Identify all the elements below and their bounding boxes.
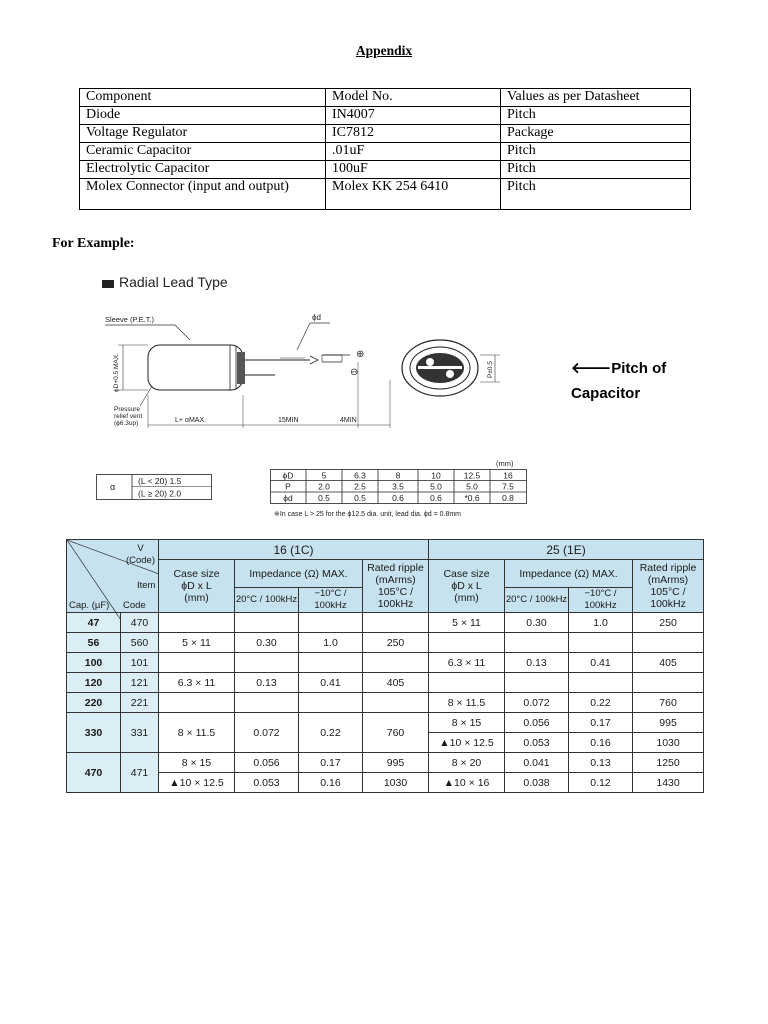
table-cell [363,653,429,673]
dim-cell: P [285,481,291,492]
dim-cell: *0.6 [464,493,480,503]
table-cell: 0.053 [235,773,299,793]
cap-cell: 220 [67,693,121,713]
header-impedance: Impedance (Ω) MAX. [505,560,633,588]
code-cell: 470 [121,613,159,633]
table-cell: 0.056 [235,753,299,773]
table-cell: 8 × 11.5 [429,693,505,713]
dim-cell: ϕd [283,493,293,503]
table-row [67,713,704,733]
pressure-label: Pressure [114,406,141,413]
plus-mark: ⊕ [356,349,365,360]
table-cell: 760 [363,713,429,753]
table-cell: 995 [633,713,704,733]
cap-cell: 470 [67,753,121,793]
table-cell [159,693,235,713]
table-cell [159,653,235,673]
pitch-note [571,356,666,406]
table-cell: Electrolytic Capacitor [80,161,326,179]
dim-cell: 12.5 [463,470,481,481]
table-cell: Pitch [501,179,691,210]
table-cell: 0.16 [299,773,363,793]
table-cell [633,673,704,693]
table-cell: 8 × 20 [429,753,505,773]
table-cell [505,633,569,653]
phi-d-label: ϕd [312,313,321,322]
table-cell [505,673,569,693]
alpha-table [96,474,212,500]
capacitor-seal [237,352,245,384]
dim-cell: 5.0 [430,481,442,492]
header-case-size: Case size ϕD x L (mm) [159,560,235,613]
table-row [80,107,691,125]
dim-footnote: ※In case L > 25 for the ϕ12.5 dia. unit, lead dia. ϕd = 0.8mm [274,511,462,518]
table-cell [363,613,429,633]
table-cell [363,693,429,713]
table-cell: 0.13 [235,673,299,693]
table-cell: ▲10 × 12.5 [429,733,505,753]
dim-cell: 7.5 [502,481,514,492]
spec-table [66,539,704,793]
table-cell: 250 [363,633,429,653]
table-cell: 1030 [363,773,429,793]
pitch-note-line1: 🡐Pitch of [571,360,667,377]
table-cell [569,673,633,693]
table-cell: 0.17 [299,753,363,773]
table-cell: 5 × 11 [429,613,505,633]
table-cell [159,613,235,633]
table-row [80,143,691,161]
radial-lead-drawing [90,300,530,430]
alpha-row: (L < 20) 1.5 [138,476,182,486]
dim-cell: 0.6 [392,493,404,503]
minus-mark: ⊖ [350,367,359,378]
dim-cell: 3.5 [392,481,404,492]
sub-20c: 20°C / 100kHz [505,588,569,613]
table-cell: 6.3 × 11 [429,653,505,673]
dim-cell: 5 [321,470,327,481]
table-cell: 8 × 15 [159,753,235,773]
table-cell: 405 [363,673,429,693]
sub-m10c: −10°C / 100kHz [299,588,363,613]
code-cell: 471 [121,753,159,793]
table-row [67,653,704,673]
table-cell [569,633,633,653]
table-cell: Pitch [501,143,691,161]
sub-20c: 20°C / 100kHz [235,588,299,613]
table-cell: Diode [80,107,326,125]
left-arrow-icon: 🡐 [571,360,612,377]
table-cell: Package [501,125,691,143]
sub-m10c: −10°C / 100kHz [569,588,633,613]
relief-vent-label: relief vent [114,413,143,420]
dim-cell: ϕD [282,470,294,481]
header-ripple: Rated ripple (mArms) 105°C / 100kHz [633,560,704,613]
corner-cell [67,540,159,613]
table-cell: 0.41 [569,653,633,673]
header-ripple: Rated ripple (mArms) 105°C / 100kHz [363,560,429,613]
header-cell: Values as per Datasheet [501,89,691,107]
table-cell: 0.12 [569,773,633,793]
pitch-note-line2: Capacitor [571,385,641,402]
table-cell: 1030 [633,733,704,753]
dim-cell: 5.0 [466,481,478,492]
table-cell: ▲10 × 12.5 [159,773,235,793]
dim-cell: 8 [395,470,401,481]
table-cell: Pitch [501,107,691,125]
table-cell: 995 [363,753,429,773]
example-label: For Example: [52,236,135,251]
table-cell: 1430 [633,773,704,793]
corner-code: Code [123,600,146,611]
sleeve-label: Sleeve (P.E.T.) [105,315,155,324]
table-cell: Voltage Regulator [80,125,326,143]
table-cell: 0.041 [505,753,569,773]
table-cell [429,673,505,693]
cap-cell: 100 [67,653,121,673]
code-cell: 331 [121,713,159,753]
table-cell: 250 [633,613,704,633]
table-cell: Molex Connector (input and output) [80,179,326,210]
unit-label: (mm) [496,459,514,468]
table-cell: IC7812 [326,125,501,143]
l-alpha-label: L+ αMAX. [175,417,207,424]
table-cell: 0.30 [235,633,299,653]
table-cell: 0.22 [569,693,633,713]
table-cell: Ceramic Capacitor [80,143,326,161]
table-cell: 6.3 × 11 [159,673,235,693]
table-cell: 405 [633,653,704,673]
phi-D-max-label: ϕD+0.5 MAX. [113,353,120,392]
table-cell: Molex KK 254 6410 [326,179,501,210]
components-table [79,88,691,210]
dim-cell: 0.8 [502,493,514,503]
corner-item: Item [137,580,156,591]
capacitor-body [148,345,243,390]
dim-cell: 6.3 [354,470,366,481]
page-heading: Appendix [355,43,413,58]
table-cell: IN4007 [326,107,501,125]
table-cell: 0.16 [569,733,633,753]
table-cell: 1250 [633,753,704,773]
table-cell: 760 [633,693,704,713]
table-cell: 0.13 [569,753,633,773]
cap-cell: 47 [67,613,121,633]
table-row [67,673,704,693]
dim-cell: 10 [431,470,441,481]
dim-cell: 2.0 [318,481,330,492]
corner-cap: Cap. (µF) [69,600,110,611]
table-cell [633,633,704,653]
table-row [80,179,691,210]
table-cell [235,693,299,713]
alpha-row: (L ≥ 20) 2.0 [138,488,182,499]
table-cell: 0.30 [505,613,569,633]
table-cell [299,613,363,633]
table-header-row [80,89,691,107]
table-cell [299,653,363,673]
table-cell [235,613,299,633]
table-cell [235,653,299,673]
code-cell: 560 [121,633,159,653]
table-cell: 0.17 [569,713,633,733]
table-cell: 100uF [326,161,501,179]
table-cell: Pitch [501,161,691,179]
table-row [80,161,691,179]
dim-cell: 2.5 [354,481,366,492]
dim-cell: 16 [503,470,513,481]
table-cell: 0.41 [299,673,363,693]
group-16v: 16 (1C) [159,540,429,560]
table-cell [299,693,363,713]
header-case-size: Case size ϕD x L (mm) [429,560,505,613]
table-row [67,613,704,633]
cap-cell: 56 [67,633,121,653]
table-cell: .01uF [326,143,501,161]
table-row [80,125,691,143]
table-cell [429,633,505,653]
dim-cell: 0.5 [354,493,366,503]
title-marker-icon [102,280,114,288]
table-cell: 8 × 15 [429,713,505,733]
table-row [67,633,704,653]
table-cell: 0.072 [505,693,569,713]
header-cell: Model No. [326,89,501,107]
corner-vcode: V (Code) [125,543,156,566]
dimension-table [268,458,532,522]
relief-size-label: (ϕ6.3up) [114,420,139,427]
table-cell: 1.0 [569,613,633,633]
min4-label: 4MIN [340,417,357,424]
alpha-symbol: α [110,482,116,492]
table-cell: 0.22 [299,713,363,753]
table-cell: 1.0 [299,633,363,653]
min15-label: 15MIN [278,417,299,424]
dim-cell: 0.6 [430,493,442,503]
table-cell: ▲10 × 16 [429,773,505,793]
table-row [67,753,704,773]
table-cell: 0.056 [505,713,569,733]
code-cell: 121 [121,673,159,693]
code-cell: 101 [121,653,159,673]
table-cell: 0.038 [505,773,569,793]
table-cell: 0.13 [505,653,569,673]
table-cell: 8 × 11.5 [159,713,235,753]
group-25v: 25 (1E) [429,540,704,560]
dim-cell: 0.5 [318,493,330,503]
table-cell: 0.072 [235,713,299,753]
header-impedance: Impedance (Ω) MAX. [235,560,363,588]
table-cell: 0.053 [505,733,569,753]
header-cell: Component [80,89,326,107]
code-cell: 221 [121,693,159,713]
cap-cell: 120 [67,673,121,693]
cap-cell: 330 [67,713,121,753]
table-row [67,693,704,713]
figure-title: Radial Lead Type [119,274,228,290]
table-row [67,773,704,793]
table-cell: 5 × 11 [159,633,235,653]
pitch-dim-label: P±0.5 [487,361,494,378]
